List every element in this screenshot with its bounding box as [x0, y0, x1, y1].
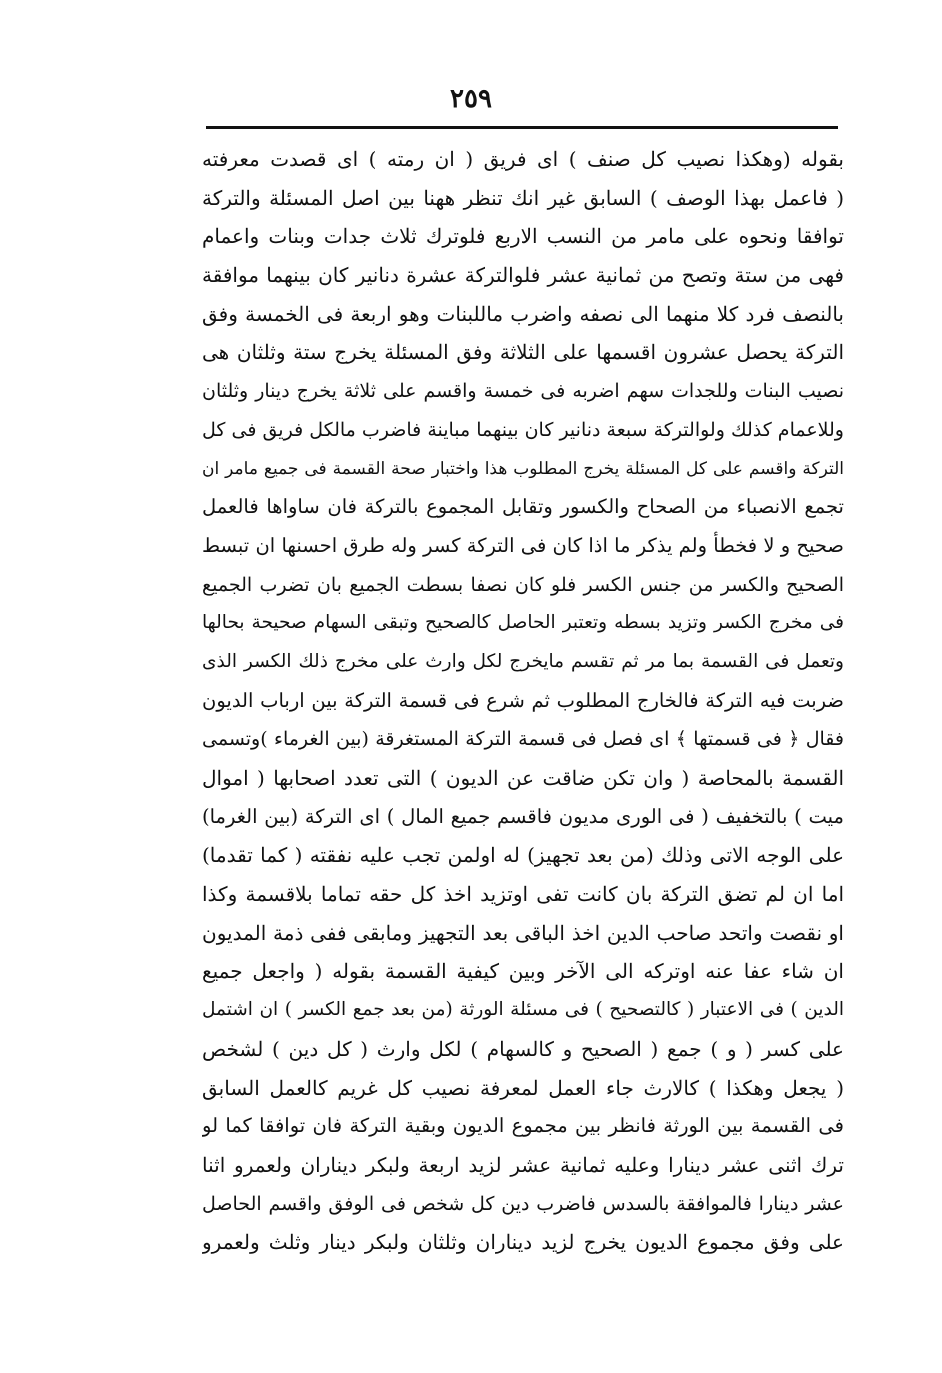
text-line: على وفق مجموع الديون يخرج لزيد ديناران وثلثان ولبكر دينار وثلث ولعمرو	[202, 1230, 844, 1255]
text-line: على الوجه الاتى وذلك (من بعد تجهيز) له اولمن تجب عليه نفقته ( كما تقدما)	[202, 843, 844, 868]
text-line: ترك اثنى عشر دينارا وعليه ثمانية عشر لزيد اربعة ولبكر ديناران ولعمرو اثنا	[202, 1152, 844, 1177]
text-line: توافقا ونحوه على مامر من النسب الاربع فلوترك ثلاث جدات وبنات واعمام	[202, 224, 844, 249]
text-line: ضربت فيه التركة فالخارج المطلوب ثم شرع فى قسمة التركة بين ارباب الديون	[202, 688, 844, 712]
text-line: فى القسمة بين الورثة فانظر بين مجموع الديون وبقية التركة فان توافقا كما لو	[202, 1114, 844, 1138]
text-line: نصيب البنات وللجدات سهم اضربه فى خمسة واقسم على ثلاثة يخرج دينار وثلثان	[202, 380, 844, 403]
text-line: تجمع الانصباء من الصحاح والكسور وتقابل المجموع بالتركة فان ساواها فالعمل	[202, 495, 844, 519]
text-line: القسمة بالمحاصة ( وان تكن ضاقت عن الديون ) التى تعدد اصحابها ( اموال	[202, 766, 844, 790]
text-line: عشر دينارا فالموافقة بالسدس فاضرب دين كل شخص فى الوفق واقسم الحاصل	[202, 1192, 844, 1215]
body-text	[202, 140, 844, 1262]
text-line: على كسر ( و ) جمع ( الصحيح و كالسهام ) لكل وارث ( كل دين ) لشخص	[202, 1036, 844, 1061]
text-line: فهى من ستة وتصح من ثمانية عشر فلوالتركة عشرة دنانير كان بينهما موافقة	[202, 263, 844, 288]
text-line: الصحيح والكسر من جنس الكسر فلو كان نصفا بسطت الجميع بان تضرب الجميع	[202, 573, 844, 596]
text-line: ميت ) بالتخفيف ( فى الورى مديون فاقسم جميع المال ) اى التركة (بين الغرما)	[202, 804, 844, 828]
text-line: وللاعمام كذلك ولوالتركة سبعة دنانير كان بينهما مباينة فاضرب مالكل فريق فى كل	[202, 418, 844, 441]
text-line: ( يجعل وهكذا ) كالارث جاء العمل لمعرفة نصيب كل غريم كالعمل السابق	[202, 1075, 844, 1100]
page-number: ٢٥٩	[450, 84, 492, 114]
text-line: او نقصت واتحد صاحب الدين اخذ الباقى بعد التجهيز ومابقى ففى ذمة المديون	[202, 920, 844, 945]
text-line: التركة واقسم على كل المسئلة يخرج المطلوب هذا واختبار صحة القسمة فى جميع مامر ان	[202, 458, 844, 479]
text-line: وتعمل فى القسمة بما مر ثم تقسم مايخرج لكل وارث على مخرج ذلك الكسر الذى	[202, 650, 844, 672]
text-line: فى مخرج الكسر وتزيد بسطه وتعتبر الحاصل كالصحيح وتبقى السهام صحيحة بحالها	[202, 612, 844, 634]
text-line: ان شاء عفا عنه اوتركه الى الآخر وبين كيفية القسمة بقوله ( واجعل جميع	[202, 959, 844, 984]
text-line: بالنصف فرد كلا منهما الى نصفه واضرب ماللبنات وهو اربعة فى الخمسة وفق	[202, 301, 844, 326]
text-line: صحيح و لا فخطأ ولم يذكر ما اذا كان فى التركة كسر وله طرق احسنها ان تبسط	[202, 533, 844, 557]
text-line: اما ان لم تضق التركة بان كانت تفى اوتزيد اخذ كل حقه تماما بلاقسمة وكذا	[202, 882, 844, 907]
text-line: الدين ) فى الاعتبار ( كالتصحيح ) فى مسئلة الورثة (من بعد جمع الكسر ) ان اشتمل	[202, 999, 844, 1021]
header-rule	[206, 126, 838, 129]
text-line: ( فاعمل بهذا الوصف ) السابق غير انك تنظر ههنا بين اصل المسئلة والتركة	[202, 185, 844, 210]
text-line: التركة يحصل عشرون اقسمها على الثلاثة وفق المسئلة يخرج ستة وثلثان هى	[202, 340, 844, 365]
text-line: فقال ﴿ فى قسمتها ﴾ اى فصل فى قسمة التركة المستغرقة (بين الغرماء )وتسمى	[202, 728, 844, 751]
text-line: بقوله (وهكذا نصيب كل صنف ) اى فريق ( ان رمته ) اى قصدت معرفته	[202, 147, 844, 171]
